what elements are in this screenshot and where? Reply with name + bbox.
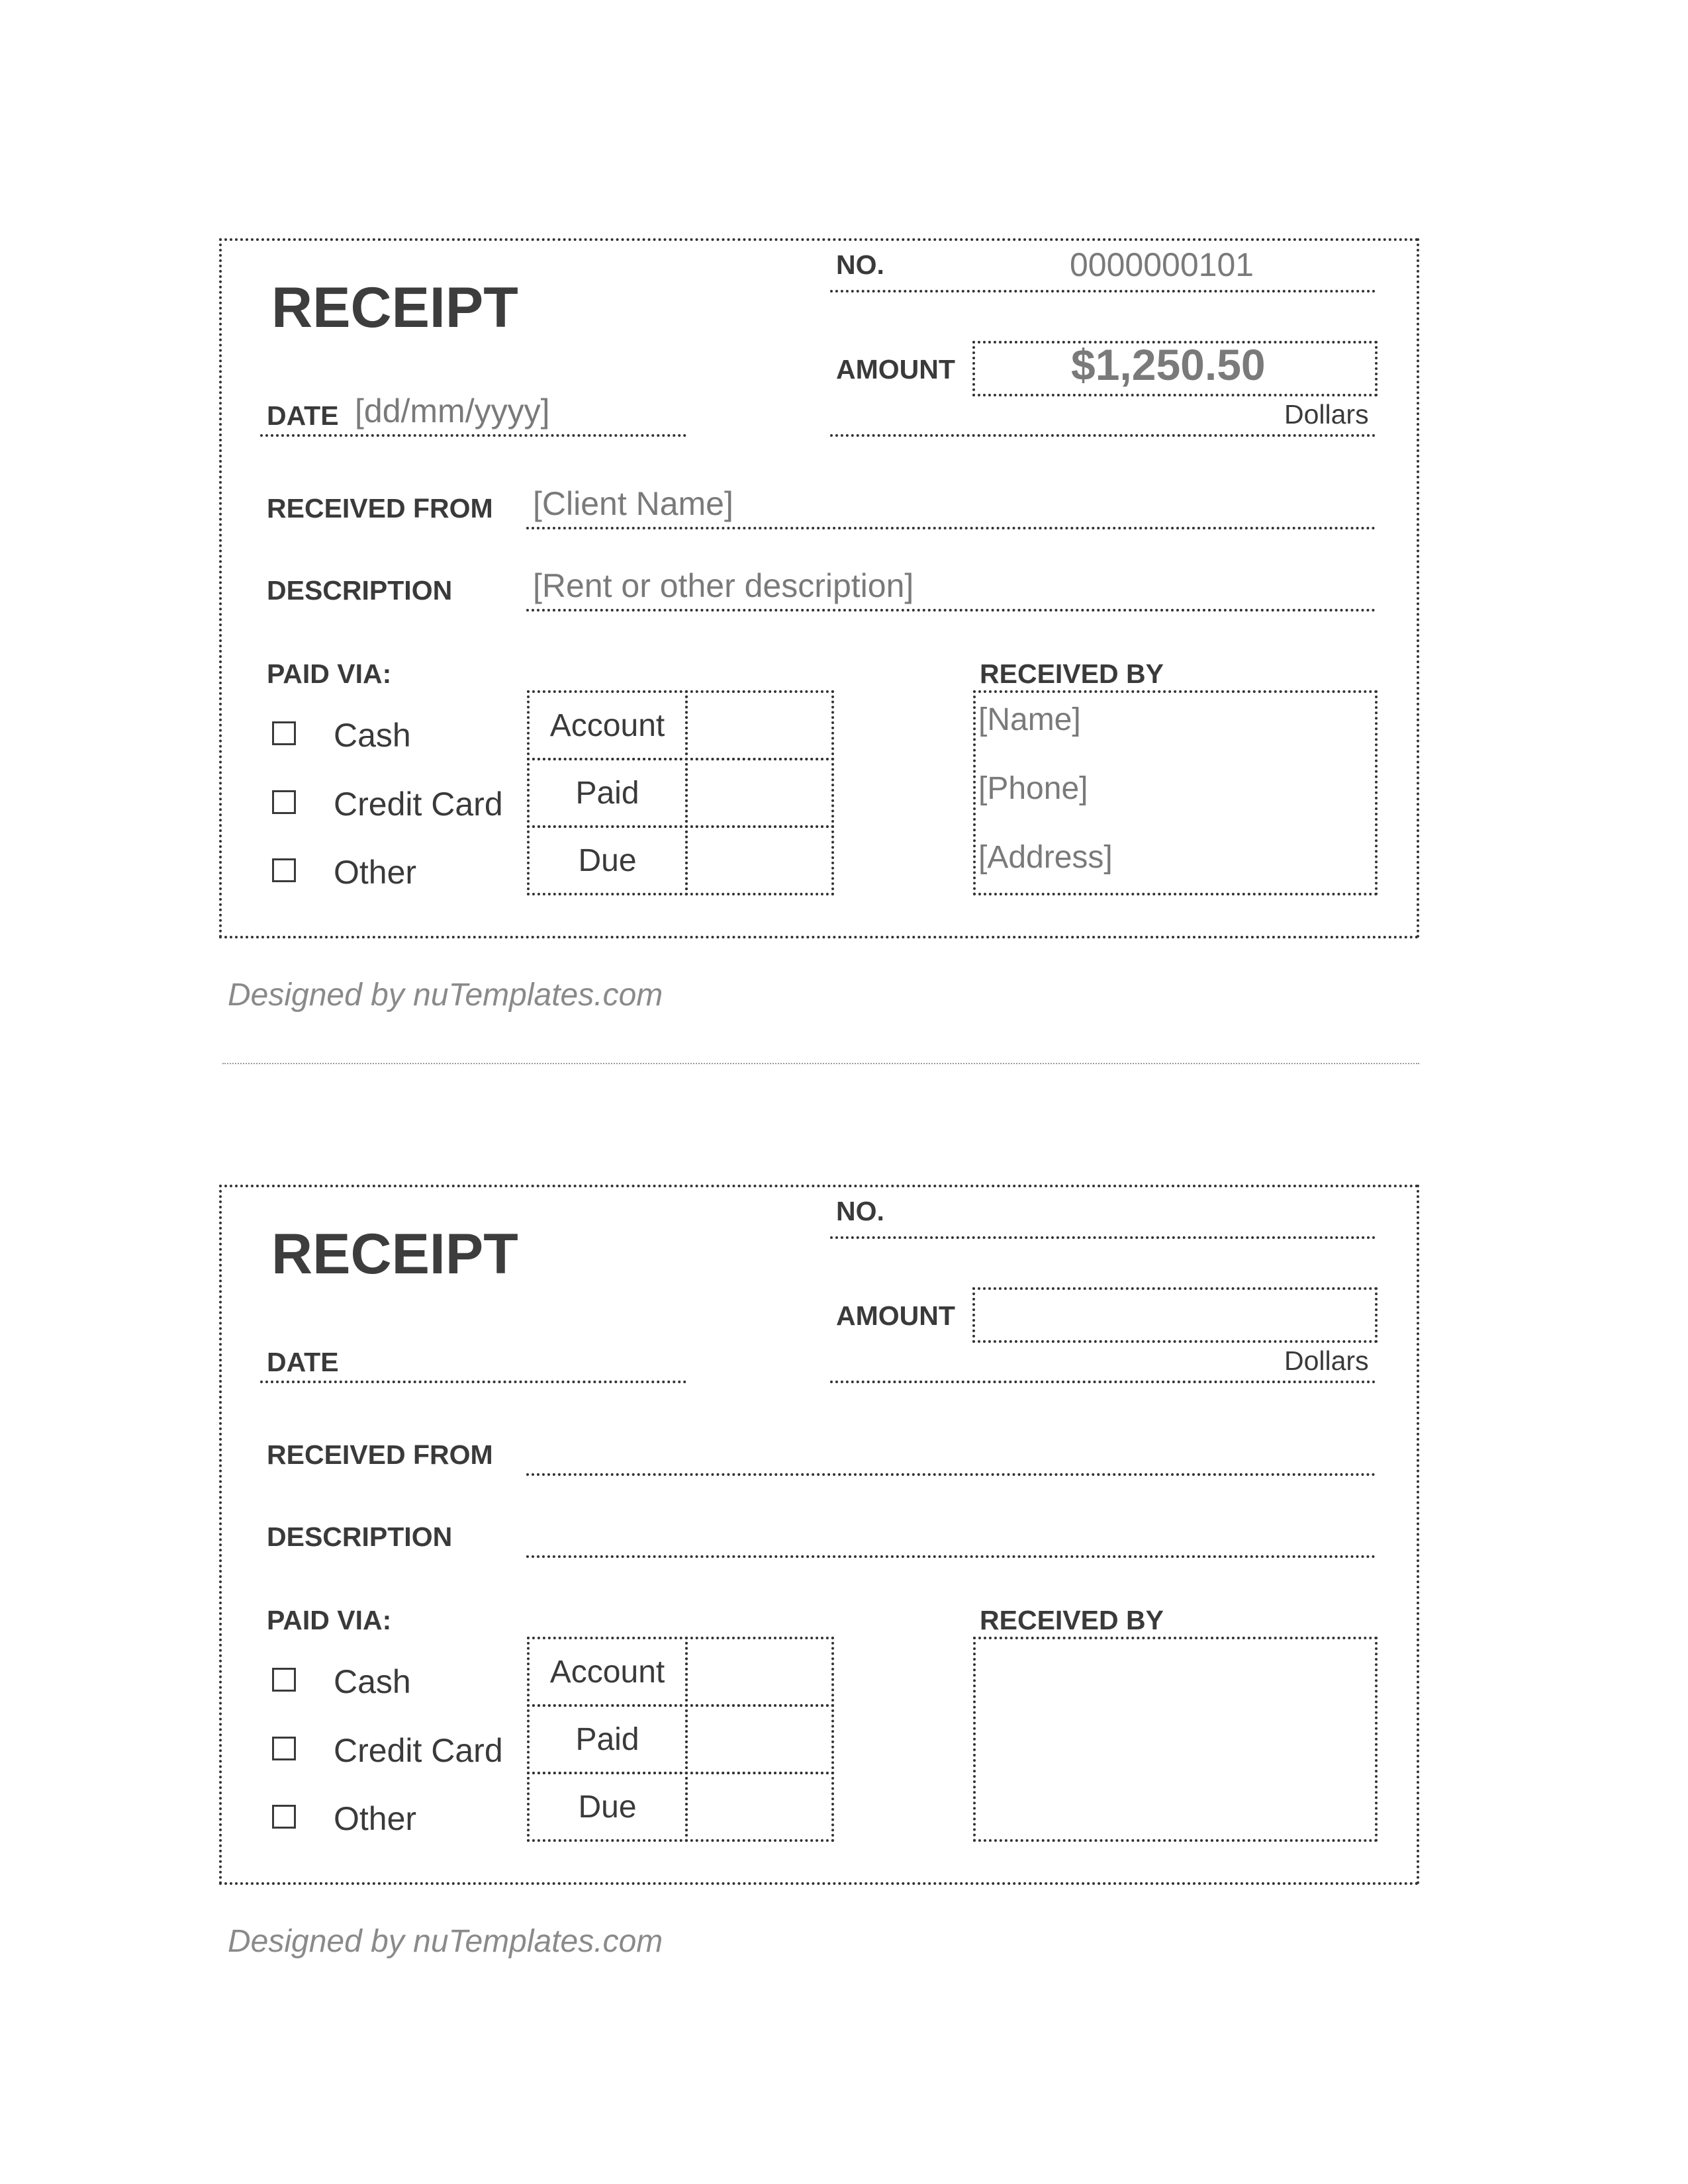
account-label-cell: Account bbox=[527, 690, 688, 760]
received-from-value[interactable]: [Client Name] bbox=[533, 485, 733, 522]
date-value[interactable]: [dd/mm/yyyy] bbox=[355, 392, 550, 430]
received-by-box[interactable] bbox=[973, 1637, 1378, 1842]
received-by-address: [Address] bbox=[978, 840, 1113, 875]
received-from-line bbox=[526, 1473, 1376, 1476]
other-option-label: Other bbox=[334, 1800, 417, 1837]
received-by-phone: [Phone] bbox=[978, 771, 1088, 806]
dollars-label: Dollars bbox=[1284, 1345, 1369, 1376]
receipt-title: RECEIPT bbox=[271, 1222, 518, 1286]
receipt-1 bbox=[0, 238, 1688, 1191]
cash-checkbox[interactable] bbox=[272, 1668, 296, 1692]
no-line bbox=[830, 290, 1376, 293]
credit-card-checkbox[interactable] bbox=[272, 790, 296, 814]
received-by-label: RECEIVED BY bbox=[980, 659, 1164, 689]
dollars-label: Dollars bbox=[1284, 399, 1369, 430]
due-label-cell: Due bbox=[527, 825, 688, 895]
received-by-label: RECEIVED BY bbox=[980, 1605, 1164, 1635]
credit-card-option-label: Credit Card bbox=[334, 786, 503, 823]
received-from-line bbox=[526, 527, 1376, 529]
credit-card-option-label: Credit Card bbox=[334, 1732, 503, 1769]
other-option-label: Other bbox=[334, 854, 417, 891]
amount-box[interactable] bbox=[972, 1287, 1378, 1343]
description-value[interactable]: [Rent or other description] bbox=[533, 567, 914, 604]
footer-credit: Designed by nuTemplates.com bbox=[228, 1924, 663, 1959]
no-label: NO. bbox=[836, 250, 884, 280]
received-by-name: [Name] bbox=[978, 702, 1081, 737]
no-value[interactable]: 0000000101 bbox=[1070, 246, 1254, 283]
due-value-cell[interactable] bbox=[685, 825, 834, 895]
receipt-title: RECEIPT bbox=[271, 276, 518, 340]
amount-line bbox=[830, 1381, 1376, 1383]
description-line bbox=[526, 609, 1376, 612]
cut-line bbox=[222, 1063, 1419, 1064]
amount-label: AMOUNT bbox=[836, 354, 955, 385]
cash-checkbox[interactable] bbox=[272, 721, 296, 745]
paid-value-cell[interactable] bbox=[685, 1704, 834, 1774]
footer-credit: Designed by nuTemplates.com bbox=[228, 978, 663, 1013]
account-value-cell[interactable] bbox=[685, 1637, 834, 1707]
received-from-label: RECEIVED FROM bbox=[267, 493, 493, 523]
cash-option-label: Cash bbox=[334, 717, 411, 754]
account-value-cell[interactable] bbox=[685, 690, 834, 760]
amount-label: AMOUNT bbox=[836, 1300, 955, 1331]
due-value-cell[interactable] bbox=[685, 1772, 834, 1842]
amount-line bbox=[830, 434, 1376, 437]
description-label: DESCRIPTION bbox=[267, 1522, 453, 1552]
date-label: DATE bbox=[267, 400, 339, 431]
date-line bbox=[260, 1381, 686, 1383]
due-label-cell: Due bbox=[527, 1772, 688, 1842]
received-from-label: RECEIVED FROM bbox=[267, 1439, 493, 1470]
credit-card-checkbox[interactable] bbox=[272, 1737, 296, 1760]
no-label: NO. bbox=[836, 1196, 884, 1226]
paid-label-cell: Paid bbox=[527, 1704, 688, 1774]
paid-label-cell: Paid bbox=[527, 758, 688, 828]
cash-option-label: Cash bbox=[334, 1663, 411, 1700]
other-checkbox[interactable] bbox=[272, 1805, 296, 1829]
other-checkbox[interactable] bbox=[272, 858, 296, 882]
no-line bbox=[830, 1236, 1376, 1239]
amount-value: $1,250.50 bbox=[1071, 340, 1266, 389]
date-line bbox=[260, 434, 686, 437]
paid-via-label: PAID VIA: bbox=[267, 1605, 392, 1635]
receipt-2 bbox=[0, 1185, 1688, 2138]
description-line bbox=[526, 1555, 1376, 1558]
account-label-cell: Account bbox=[527, 1637, 688, 1707]
paid-via-label: PAID VIA: bbox=[267, 659, 392, 689]
paid-value-cell[interactable] bbox=[685, 758, 834, 828]
date-label: DATE bbox=[267, 1347, 339, 1377]
description-label: DESCRIPTION bbox=[267, 575, 453, 606]
